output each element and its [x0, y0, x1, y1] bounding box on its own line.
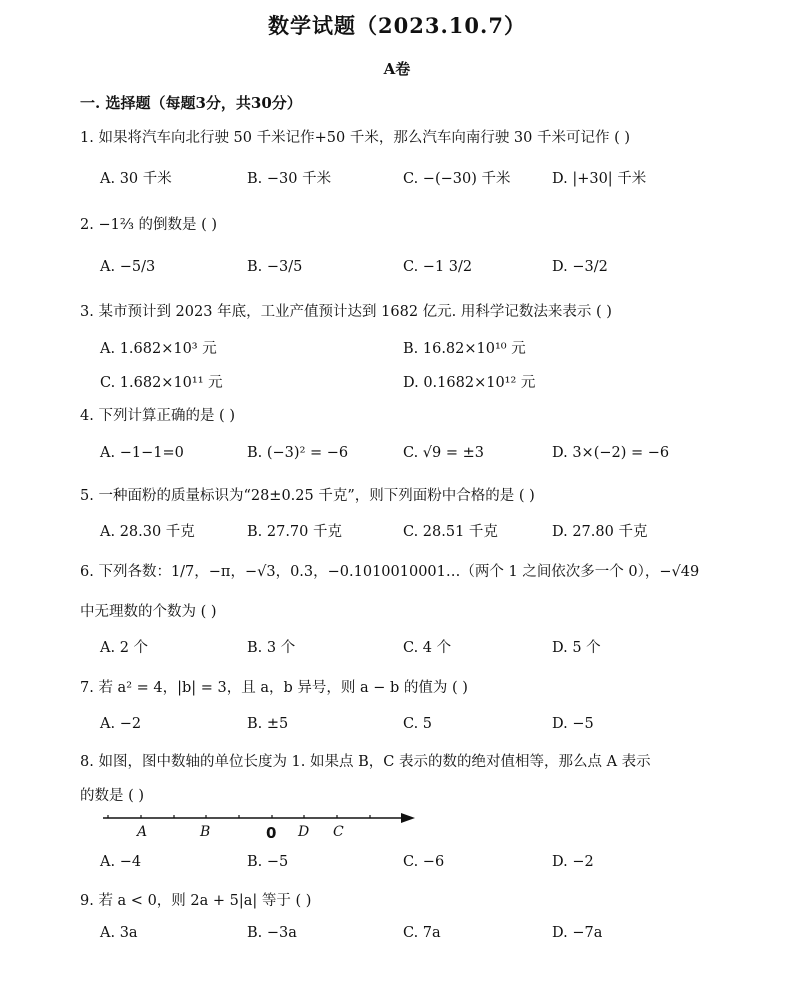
q2-option-b: B. −3/5 [247, 259, 303, 275]
q3-option-b: B. 16.82×10¹⁰ 元 [403, 341, 526, 357]
question-4-stem: 4. 下列计算正确的是 ( ) [80, 408, 235, 424]
q2-option-a: A. −5/3 [100, 259, 156, 275]
q1-option-c: C. −(−30) 千米 [403, 171, 511, 187]
q2-option-c: C. −1 3/2 [403, 259, 473, 275]
q5-option-d: D. 27.80 千克 [552, 524, 648, 540]
q7-option-d: D. −5 [552, 716, 594, 732]
q9-option-c: C. 7a [403, 925, 441, 941]
question-8-stem-cont: 的数是 ( ) [80, 788, 145, 804]
section-heading: 一. 选择题（每题3分，共30分） [80, 94, 302, 112]
q7-option-c: C. 5 [403, 716, 433, 732]
page-title: 数学试题（2023.10.7） [268, 13, 526, 38]
number-line-arrow [401, 813, 415, 823]
section-subtitle: A卷 [383, 60, 411, 78]
q8-option-c: C. −6 [403, 854, 445, 870]
point-label-d: D [298, 824, 310, 840]
question-8-stem: 8. 如图，图中数轴的单位长度为 1. 如果点 B，C 表示的数的绝对值相等，那么点 A 表示 [80, 754, 651, 770]
question-3-stem: 3. 某市预计到 2023 年底，工业产值预计达到 1682 亿元. 用科学记数法来表示 ( ) [80, 304, 612, 320]
question-6-stem-cont: 中无理数的个数为 ( ) [80, 604, 217, 620]
q7-option-a: A. −2 [100, 716, 142, 732]
question-9-stem: 9. 若 a < 0，则 2a + 5|a| 等于 ( ) [80, 893, 312, 909]
point-label-origin: 0 [266, 824, 277, 842]
q4-option-b: B. (−3)² = −6 [247, 445, 349, 461]
q2-option-d: D. −3/2 [552, 259, 608, 275]
number-line-figure [103, 805, 423, 845]
q6-option-a: A. 2 个 [100, 640, 149, 656]
q9-option-a: A. 3a [100, 925, 138, 941]
q5-option-a: A. 28.30 千克 [100, 524, 195, 540]
q8-option-b: B. −5 [247, 854, 289, 870]
question-7-stem: 7. 若 a² = 4，|b| = 3，且 a，b 异号，则 a − b 的值为 ( ) [80, 680, 468, 696]
q6-option-b: B. 3 个 [247, 640, 296, 656]
q1-option-d: D. |+30| 千米 [552, 171, 647, 187]
q8-option-a: A. −4 [100, 854, 142, 870]
question-6-stem: 6. 下列各数：1/7，−π，−√3，0.3，−0.1010010001…（两个 1 之间依次多一个 0），−√49 [80, 564, 700, 580]
question-5-stem: 5. 一种面粉的质量标识为“28±0.25 千克”，则下列面粉中合格的是 ( ) [80, 488, 535, 504]
q9-option-d: D. −7a [552, 925, 603, 941]
q5-option-b: B. 27.70 千克 [247, 524, 342, 540]
question-1-stem: 1. 如果将汽车向北行驶 50 千米记作+50 千米，那么汽车向南行驶 30 千米可记作 ( ) [80, 130, 631, 146]
q1-option-a: A. 30 千米 [100, 171, 172, 187]
point-label-c: C [333, 824, 344, 840]
q4-option-a: A. −1−1=0 [100, 445, 184, 461]
q3-option-d: D. 0.1682×10¹² 元 [403, 375, 536, 391]
q4-option-c: C. √9 = ±3 [403, 445, 485, 461]
point-label-a: A [137, 824, 148, 840]
q5-option-c: C. 28.51 千克 [403, 524, 498, 540]
q3-option-c: C. 1.682×10¹¹ 元 [100, 375, 223, 391]
q7-option-b: B. ±5 [247, 716, 289, 732]
q8-option-d: D. −2 [552, 854, 594, 870]
question-2-stem: 2. −1⅔ 的倒数是 ( ) [80, 217, 218, 233]
q1-option-b: B. −30 千米 [247, 171, 332, 187]
q4-option-d: D. 3×(−2) = −6 [552, 445, 670, 461]
q6-option-c: C. 4 个 [403, 640, 452, 656]
q3-option-a: A. 1.682×10³ 元 [100, 341, 217, 357]
point-label-b: B [200, 824, 211, 840]
q9-option-b: B. −3a [247, 925, 297, 941]
q6-option-d: D. 5 个 [552, 640, 601, 656]
